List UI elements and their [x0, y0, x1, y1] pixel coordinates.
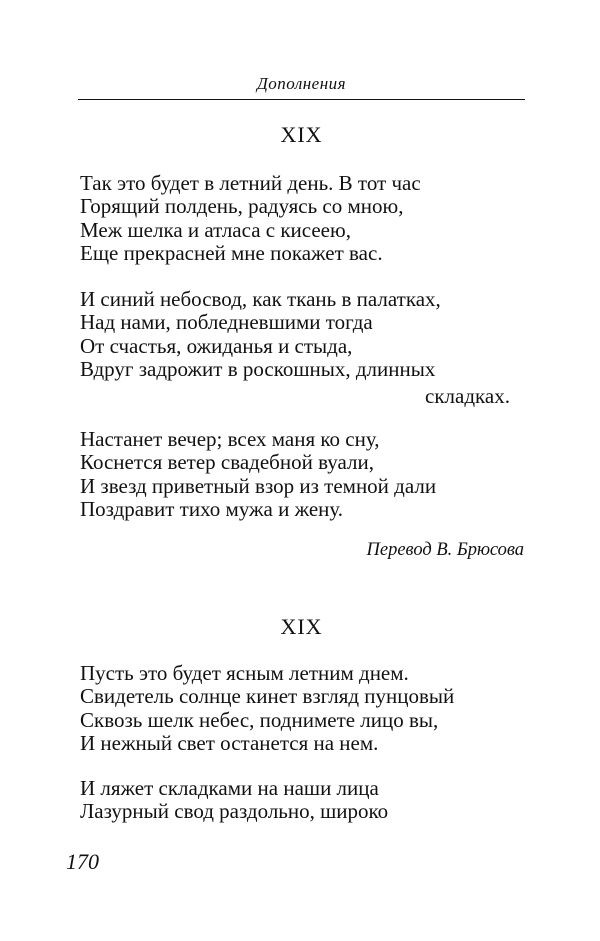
translator-credit: Перевод В. Брюсова: [366, 540, 524, 560]
verse-line: Над нами, побледневшими тогда: [80, 310, 373, 335]
poem-1-stanza-1: [80, 172, 510, 266]
verse-line: Пусть это будет ясным летним днем.: [80, 661, 409, 685]
running-head-rule: [78, 99, 525, 100]
poem-2-stanza-2: [80, 777, 510, 824]
verse-line: И ляжет складками на наши лица: [80, 776, 379, 800]
verse-line: И звезд приветный взор из темной дали: [80, 473, 437, 498]
verse-line: Поздравит тихо мужа и жену.: [80, 497, 344, 522]
poem-1-stanza-3: [80, 428, 510, 522]
verse-line: Так это будет в летний день. В тот час: [80, 171, 421, 195]
verse-line: От счастья, ожиданья и стыда,: [80, 333, 353, 358]
verse-line: Настанет вечер; всех маня ко сну,: [80, 427, 380, 451]
poem-1-stanza-2: [80, 288, 510, 408]
poem-1-number: XIX: [280, 122, 323, 147]
verse-line: Вдруг задрожит в роскошных, длинных: [80, 357, 436, 382]
verse-line: Горящий полдень, радуясь со мною,: [80, 194, 404, 219]
verse-line: Меж шелка и атласа с кисеею,: [80, 217, 351, 242]
verse-line: И нежный свет останется на нем.: [80, 731, 379, 756]
verse-line-continuation: складках.: [425, 383, 510, 408]
verse-line: Лазурный свод раздольно, широко: [80, 799, 389, 824]
verse-line: Сквозь шелк небес, поднимете лицо вы,: [80, 707, 439, 732]
poem-2-stanza-1: [80, 662, 510, 756]
verse-line: И синий небосвод, как ткань в палатках,: [80, 287, 441, 311]
poem-2-number: XIX: [280, 614, 323, 639]
running-head: Дополнения: [256, 74, 347, 93]
verse-line: Коснется ветер свадебной вуали,: [80, 450, 374, 475]
verse-line: Еще прекрасней мне покажет вас.: [80, 241, 383, 266]
page-number: 170: [66, 849, 99, 874]
verse-line: Свидетель солнце кинет взгляд пунцовый: [80, 684, 455, 709]
